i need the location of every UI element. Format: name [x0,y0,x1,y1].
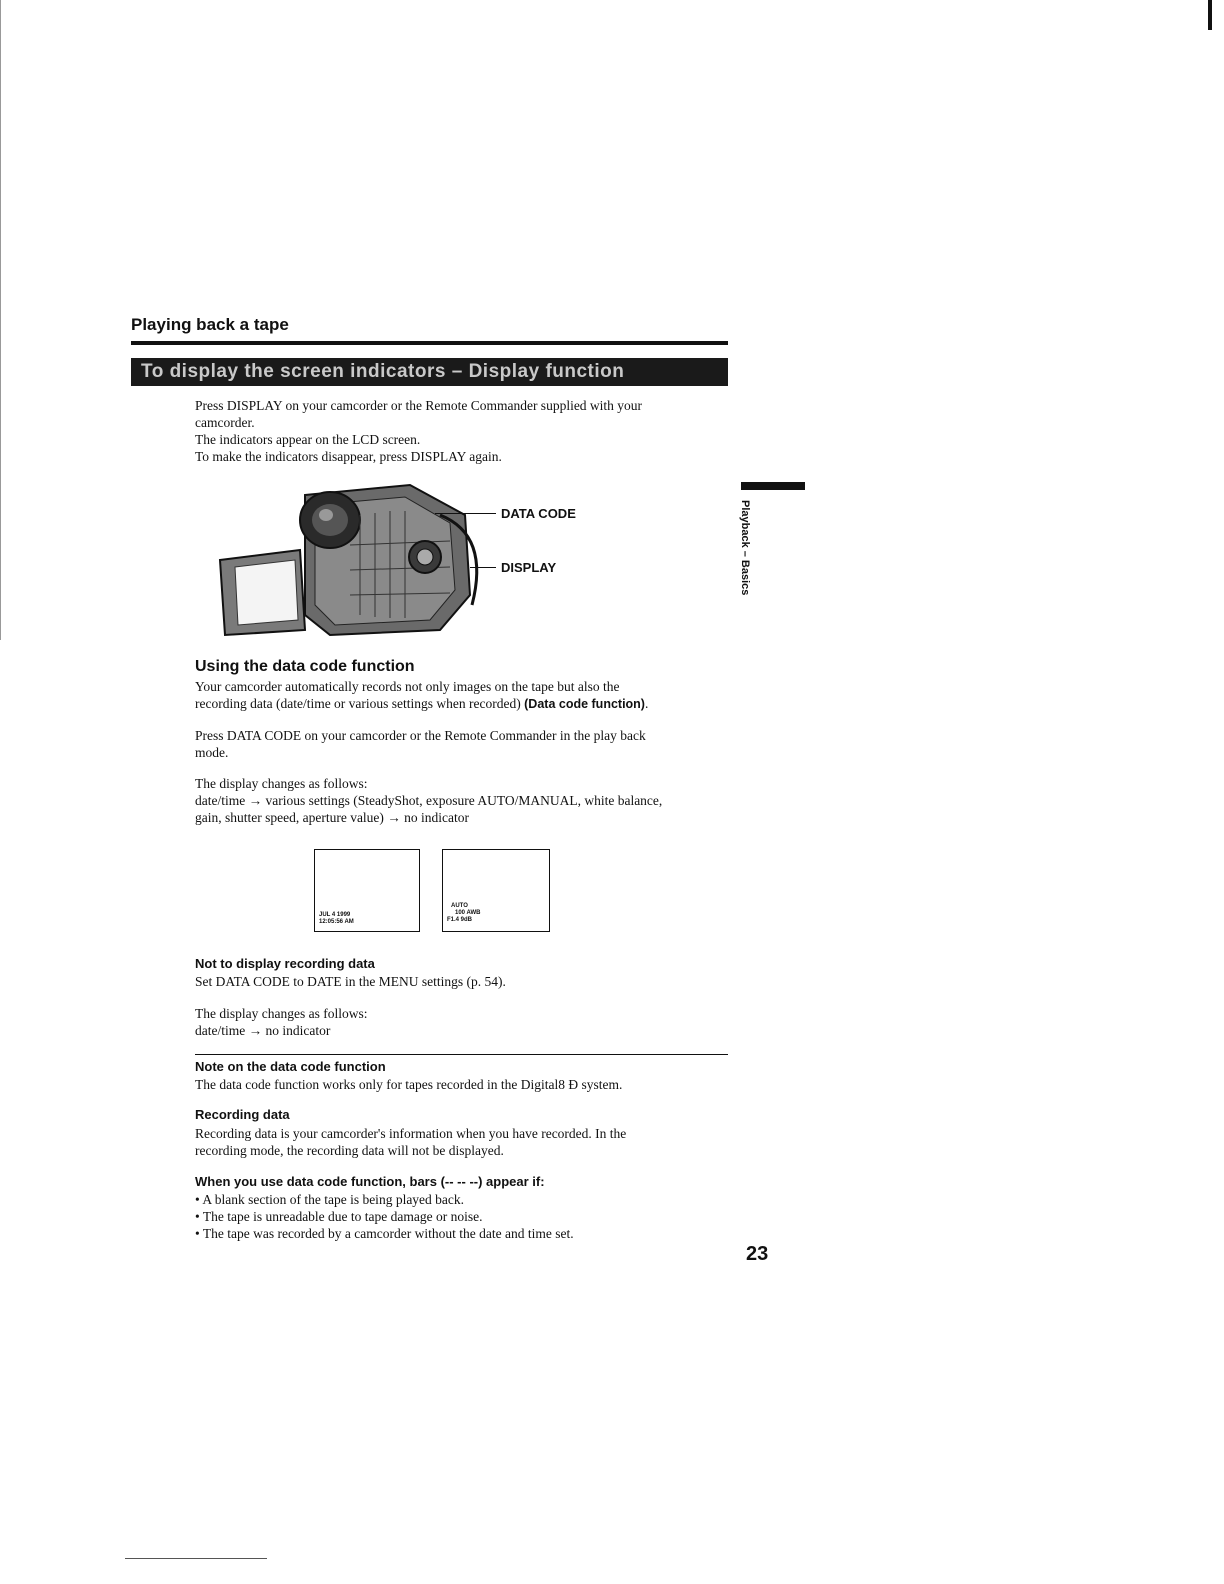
intro-text [195,397,715,465]
text-line: recording mode, the recording data will not be displayed. [195,1143,504,1158]
screen-shutter-awb: 100 AWB [455,910,481,916]
screen-date-time [314,849,420,932]
screen-date: JUL 4 1999 [319,912,351,918]
data-code-para1 [195,678,735,713]
list-item: • The tape is unreadable due to tape damage or noise. [195,1209,483,1224]
text-line: Your camcorder automatically records not only images on the tape but also the [195,679,620,694]
not-display-line1: Set DATA CODE to DATE in the MENU settings (p. 54). [195,974,506,989]
banner-text: To display the screen indicators – Display function [141,361,625,382]
bars-list [195,1191,735,1242]
scan-left-edge [0,0,1,640]
intro-line: The indicators appear on the LCD screen. [195,432,421,447]
callout-data-code: DATA CODE [501,506,576,521]
list-item: • The tape was recorded by a camcorder without the date and time set. [195,1226,574,1241]
not-display-heading: Not to display recording data [195,956,375,971]
section-title: Playing back a tape [131,315,289,334]
screen-settings [442,849,550,932]
data-code-para2 [195,727,735,761]
bottom-scan-line [125,1558,267,1559]
intro-line: Press DISPLAY on your camcorder or the Remote Commander supplied with your [195,398,643,413]
data-code-para3 [195,775,735,826]
text-line: The display changes as follows: [195,1006,368,1021]
recording-data-heading: Recording data [195,1107,290,1122]
text-line: mode. [195,745,229,760]
text-line: date/time → various settings (SteadyShot, exposure AUTO/MANUAL, white balance, [195,793,663,808]
side-tab-bar [741,482,805,490]
screen-time: 12:05:56 AM [319,919,354,925]
text-line: gain, shutter speed, aperture value) → no indicator [195,810,470,825]
not-display-para [195,1005,735,1039]
intro-line: To make the indicators disappear, press DISPLAY again. [195,449,502,464]
text-line: The display changes as follows: [195,776,368,791]
text-line: Press DATA CODE on your camcorder or the Remote Commander in the play back [195,728,646,743]
text-line: recording data (date/time or various settings when recorded) (Data code function). [195,696,649,711]
text-line: date/time → no indicator [195,1023,331,1038]
intro-line: camcorder. [195,415,255,430]
screen-auto: AUTO [451,903,468,909]
recording-data-text [195,1125,735,1159]
side-tab-label: Playback – Basics [739,500,751,596]
scan-right-mark [1208,0,1212,30]
callout-line-display [470,567,496,568]
text-line: Recording data is your camcorder's information when you have recorded. In the [195,1126,627,1141]
callout-display: DISPLAY [501,560,557,575]
header-rule [131,341,728,345]
data-code-function-term: (Data code function) [524,697,645,711]
section-banner [131,358,728,386]
callout-line-data-code [435,513,496,514]
note-heading: Note on the data code function [195,1059,386,1074]
note-text: The data code function works only for tapes recorded in the Digital8 Ð system. [195,1077,623,1092]
bars-heading: When you use data code function, bars (-- -- --) appear if: [195,1174,545,1189]
camcorder-illustration [210,475,510,640]
text-span: recording data (date/time or various settings when recorded) [195,696,521,711]
page-number: 23 [746,1243,769,1265]
list-item: • A blank section of the tape is being played back. [195,1192,465,1207]
notes-rule [195,1054,728,1055]
data-code-heading: Using the data code function [195,658,415,675]
screen-aperture-gain: F1.4 9dB [447,917,473,923]
